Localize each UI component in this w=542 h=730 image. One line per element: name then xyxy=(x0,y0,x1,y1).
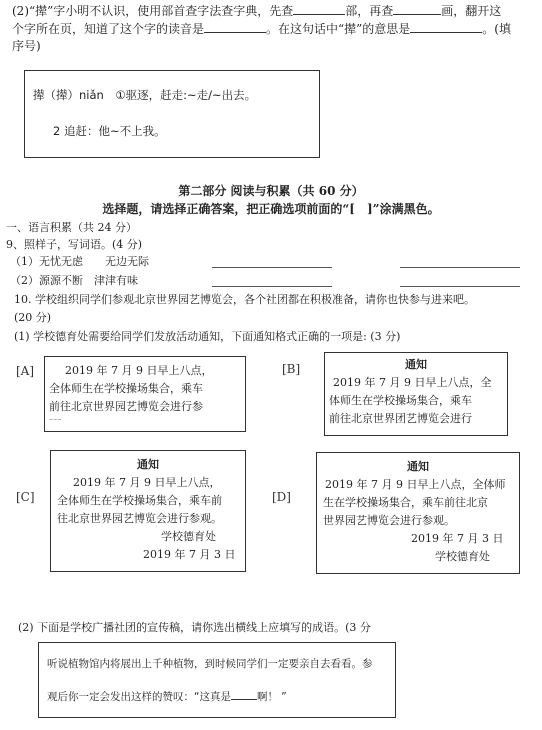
q9-prompt: 9、照样子，写词语。(4 分) xyxy=(6,238,143,251)
option-c-date: 2019 年 7 月 3 日 xyxy=(143,548,236,561)
option-c-line-1: 2019 年 7 月 9 日早上八点， xyxy=(73,476,221,489)
q9-answer-line-2a[interactable] xyxy=(212,286,332,287)
q2-line2-c: 。(填 xyxy=(482,22,511,36)
q2-line1 xyxy=(12,2,501,19)
answer-blank-strokes[interactable] xyxy=(393,2,441,15)
option-d-line-1: 2019 年 7 月 9 日早上八点，全体师 xyxy=(325,478,506,491)
option-a-line-2: 全体师生在学校操场集合，乘车 xyxy=(49,382,203,395)
option-d-notice xyxy=(316,452,520,574)
option-d-line-2: 生在学校操场集合，乘车前往北京 xyxy=(323,496,488,509)
q9-example-1: （1）无忧无虑 无边无际 xyxy=(10,255,149,268)
broadcast-line-2 xyxy=(47,689,287,704)
option-b-label[interactable]: [B] xyxy=(282,362,301,376)
q2-line2 xyxy=(12,20,511,37)
option-a-line-3: 前往北京世界园艺博览会进行参 xyxy=(49,400,203,413)
q2-line2-a: 个字所在页，知道了这个字的读音是 xyxy=(12,22,205,36)
q2-line2-b: 。在这句话中“撵”的意思是 xyxy=(266,22,411,36)
answer-blank-meaning[interactable] xyxy=(410,20,482,33)
option-d-date: 2019 年 7 月 3 日 xyxy=(411,532,504,545)
broadcast-script-box xyxy=(38,642,396,718)
option-d-label[interactable]: [D] xyxy=(272,490,291,504)
broadcast-line-2a: 观后你一定会发出这样的赞叹：“这真是 xyxy=(47,691,231,703)
option-c-notice xyxy=(50,450,246,572)
option-a-notice xyxy=(44,356,246,432)
option-a-label[interactable]: [A] xyxy=(16,364,35,378)
option-b-title: 通知 xyxy=(405,358,427,371)
broadcast-line-1: 听说植物馆内将展出上千种植物，到时候同学们一定要亲自去看看。参 xyxy=(47,658,373,670)
option-b-line-3: 前往北京世界团艺博览会进行 xyxy=(329,412,472,425)
q9-answer-line-2b[interactable] xyxy=(400,286,520,287)
q10-line2: (20 分) xyxy=(14,311,52,324)
q2-line1-a: (2)“撵”字小明不认识，使用部首查字法查字典，先查 xyxy=(12,4,294,18)
option-d-sign: 学校德育处 xyxy=(435,550,490,563)
broadcast-line-2b: 啊！ ” xyxy=(256,691,287,703)
part2-title: 第二部分 阅读与积累（共 60 分） xyxy=(178,184,364,198)
part2-instruction: 选择题，请选择正确答案，把正确选项前面的“[ ]”涂满黑色。 xyxy=(102,202,440,216)
q2-line3: 序号) xyxy=(12,39,41,53)
option-b-notice xyxy=(324,352,508,436)
option-a-line-1: 2019 年 7 月 9 日早上八点， xyxy=(65,364,213,377)
option-b-line-2: 体师生在学校操场集合，乘车 xyxy=(329,394,472,407)
q2-line1-b: 部，再查 xyxy=(345,4,394,18)
answer-blank-radical[interactable] xyxy=(293,2,345,15)
dictionary-line-2: 2 追赶：他~不上我。 xyxy=(53,124,166,138)
option-c-line-3: 往北京世界园艺博览会进行参观。 xyxy=(57,512,222,525)
option-d-line-3: 世界园艺博览会进行参观。 xyxy=(323,514,455,527)
option-a-mark: ~~~ xyxy=(49,417,62,423)
dictionary-entry-box xyxy=(24,70,320,158)
dictionary-line-1: 撵（撵）niǎn ①驱逐，赶走:~走/~出去。 xyxy=(33,88,257,102)
option-c-sign: 学校德育处 xyxy=(161,530,216,543)
option-c-title: 通知 xyxy=(137,458,159,471)
q2-line1-c: 画，翻开这 xyxy=(441,4,502,18)
option-c-label[interactable]: [C] xyxy=(16,490,35,504)
option-c-line-2: 全体师生在学校操场集合，乘车前 xyxy=(57,494,222,507)
answer-blank-pronunciation[interactable] xyxy=(204,20,266,33)
q10-line1: 10. 学校组织同学们参观北京世界园艺博览会，各个社团都在积极准备，请你也快参与进来吧。 xyxy=(14,293,475,306)
option-b-line-1: 2019 年 7 月 9 日早上八点，全 xyxy=(333,376,492,389)
idiom-answer-blank[interactable] xyxy=(231,689,257,700)
q9-answer-line-1a[interactable] xyxy=(212,267,332,268)
q9-answer-line-1b[interactable] xyxy=(400,267,520,268)
q9-example-2: （2）源源不断 津津有味 xyxy=(10,274,138,287)
q10-sub2: (2) 下面是学校广播社团的宣传稿，请你选出横线上应填写的成语。(3 分 xyxy=(18,621,371,634)
q10-sub1: (1) 学校德育处需要给同学们发放活动通知，下面通知格式正确的一项是: (3 分) xyxy=(14,330,401,343)
section1-heading: 一、语言积累（共 24 分） xyxy=(6,221,137,234)
option-d-title: 通知 xyxy=(407,460,429,473)
